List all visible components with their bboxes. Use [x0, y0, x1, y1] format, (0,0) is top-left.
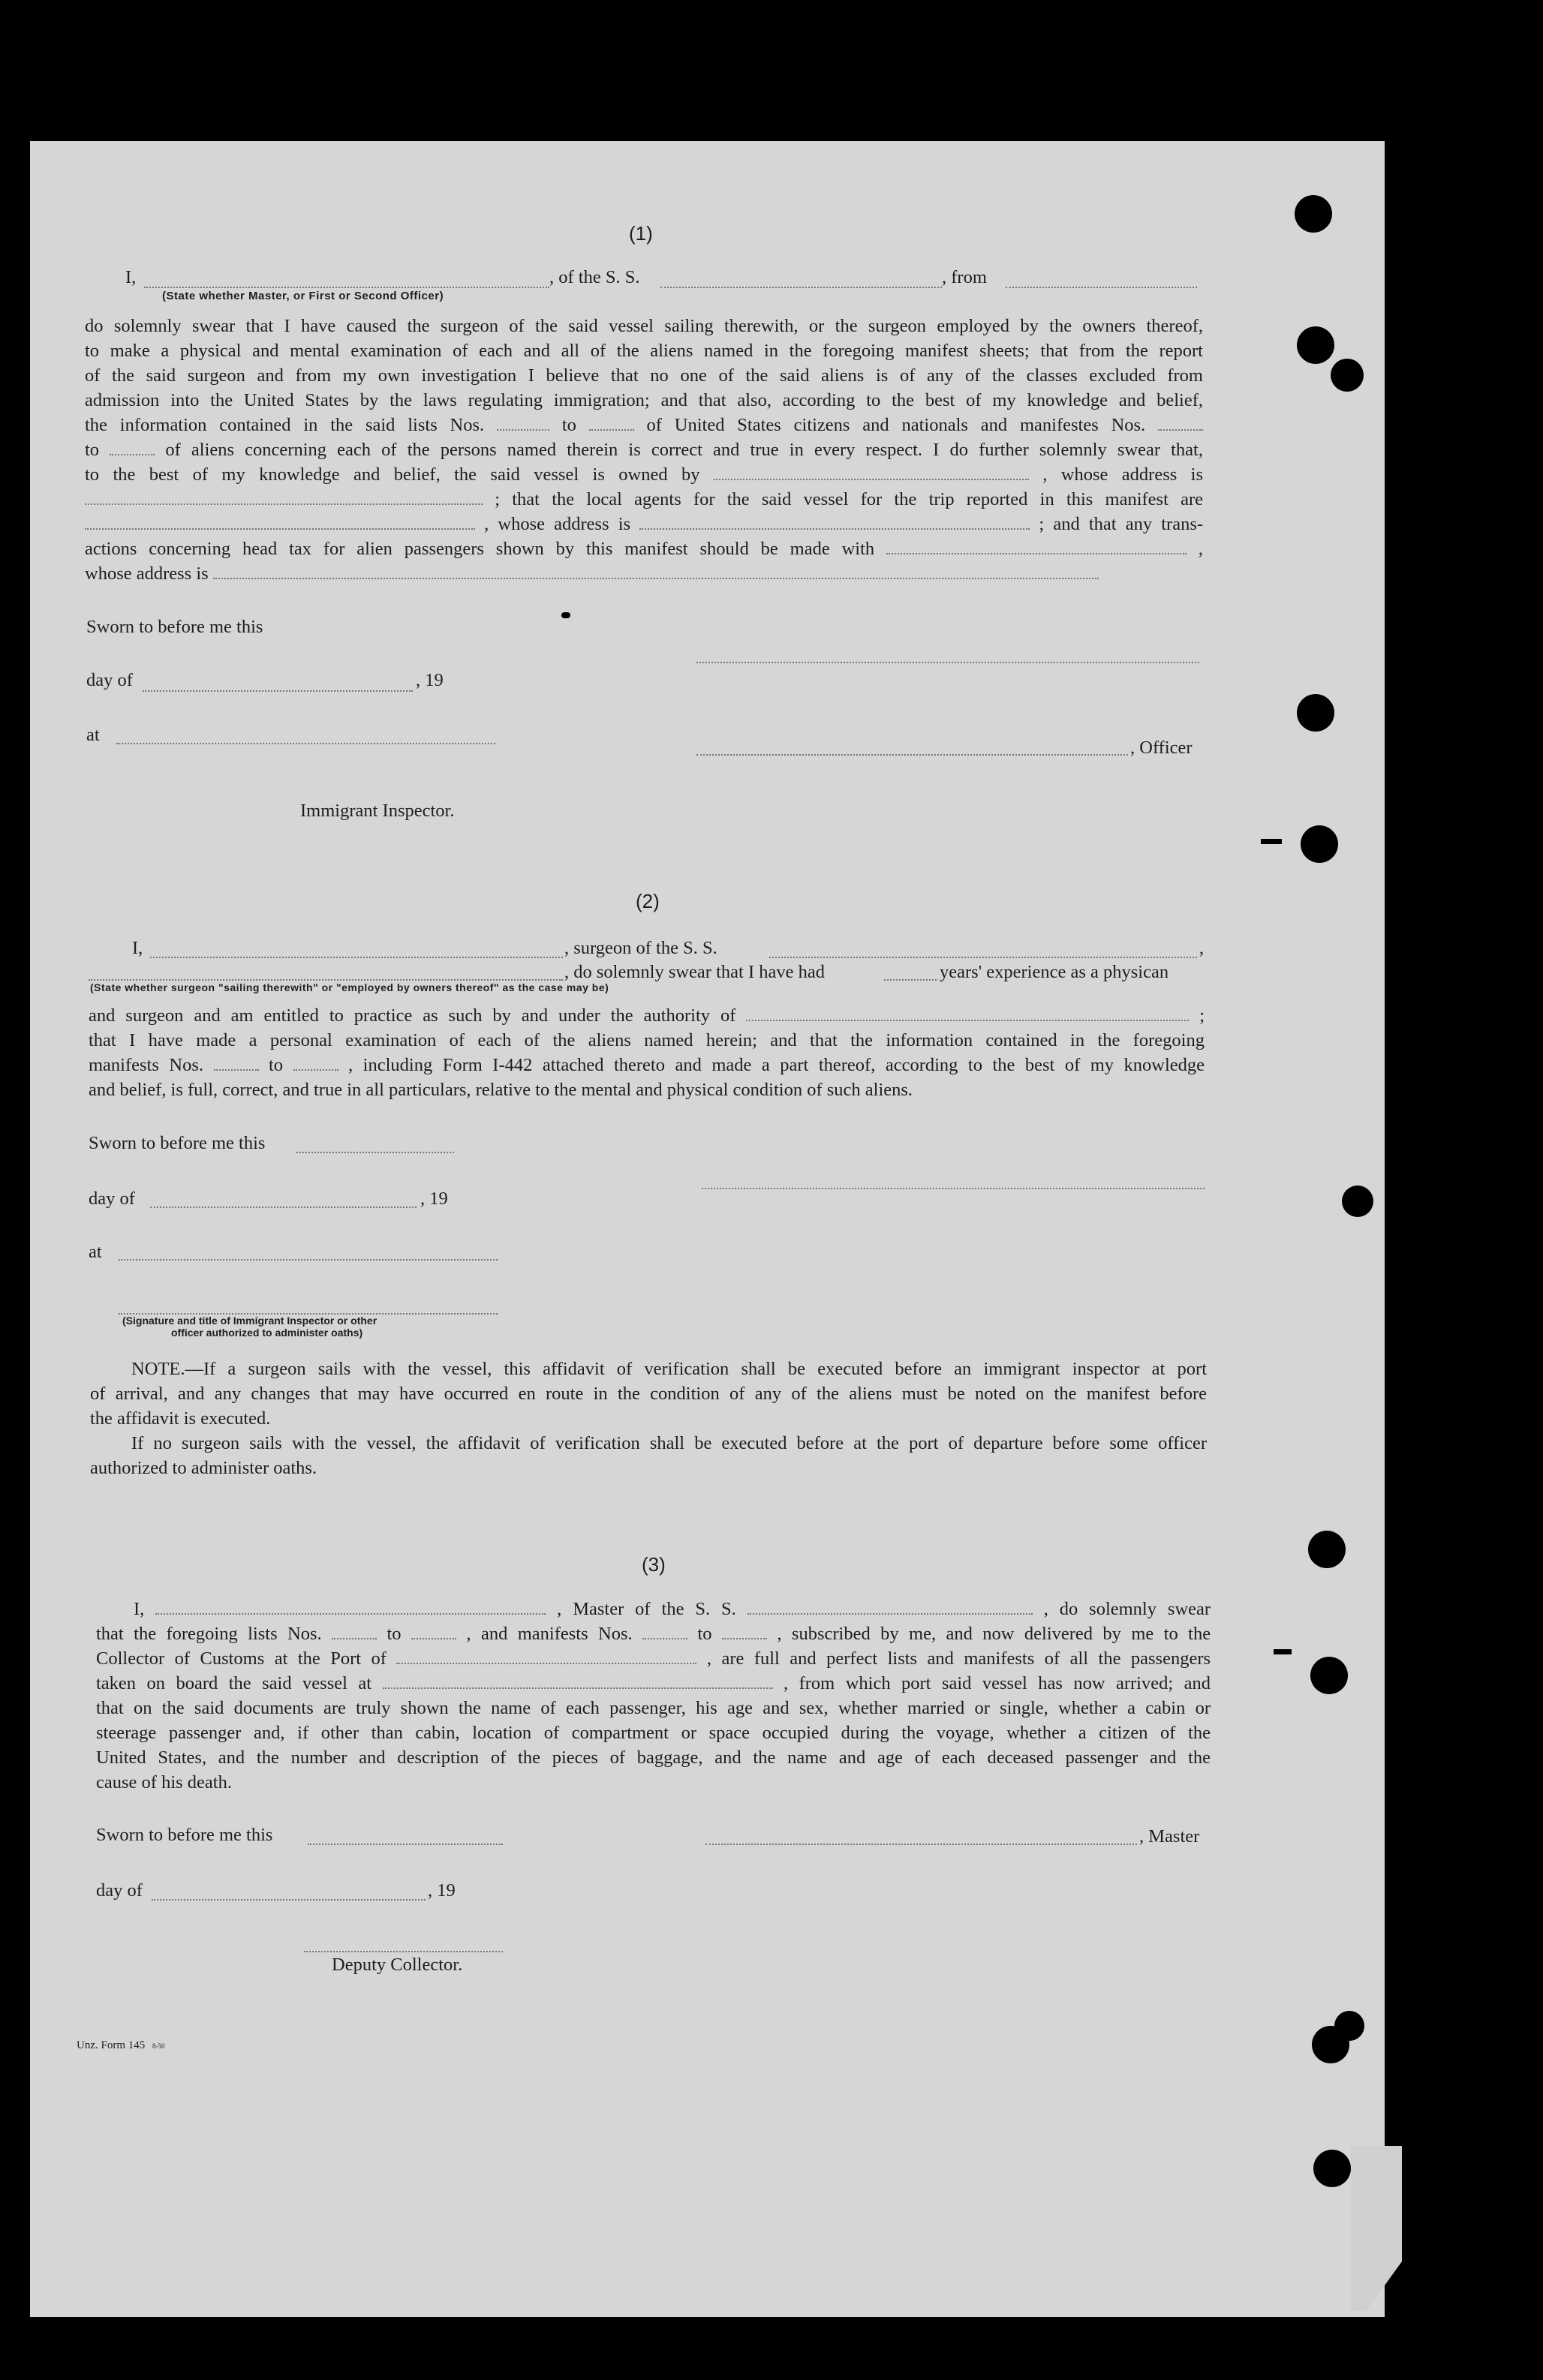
- surgeon-signature-field[interactable]: [702, 1188, 1205, 1189]
- year-label: , 19: [416, 670, 444, 690]
- year-label: , 19: [420, 1188, 448, 1209]
- body-line: that on the said documents are truly shown the name of each passenger, his age and sex, whether married or single, whether a cabin or: [96, 1698, 1211, 1718]
- day-field-3[interactable]: [152, 1899, 426, 1901]
- form-number: Unz. Form 145: [77, 2039, 146, 2051]
- aliens-statement: of aliens concerning each of the persons named therein is correct and true in every respect. I do further solemnly swear that,: [165, 440, 1203, 460]
- signature-caption: officer authorized to administer oaths): [171, 1327, 363, 1339]
- manifests-label: , and manifests Nos.: [466, 1624, 633, 1644]
- lists-to-field[interactable]: [589, 429, 634, 431]
- authority-field[interactable]: [746, 1020, 1189, 1021]
- manifests-from-field-3[interactable]: [642, 1638, 687, 1639]
- officer-signature-field[interactable]: [696, 662, 1199, 663]
- body-line: and belief, is full, correct, and true in all particulars, relative to the mental and physical condition of such aliens.: [89, 1080, 913, 1100]
- body-line: and surgeon and am entitled to practice as such by and under the authority of ;: [89, 1005, 1205, 1026]
- section-3-body: [96, 1597, 1211, 1795]
- lists-label: the information contained in the said lists Nos.: [85, 415, 485, 435]
- vessel-name-field-3[interactable]: [747, 1613, 1033, 1615]
- local-agents-label: ; that the local agents for the said vessel for the trip reported in this manifest are: [495, 489, 1203, 509]
- master-of-ss-label: , Master of the S. S.: [557, 1599, 736, 1619]
- note-line: NOTE.—If a surgeon sails with the vessel, this affidavit of verification shall be executed before an immigrant inspector at port: [131, 1359, 1207, 1379]
- sworn-label: Sworn to before me this: [86, 617, 263, 637]
- day-field[interactable]: [143, 690, 413, 692]
- master-label: , Master: [1139, 1826, 1200, 1847]
- body-line: United States, and the number and description of the pieces of baggage, and the name and age of each deceased passenger and the: [96, 1747, 1211, 1768]
- manifests-from-field-2[interactable]: [214, 1069, 259, 1071]
- body-line: [85, 437, 1203, 462]
- to-label: to: [387, 1624, 402, 1644]
- section-3-number: (3): [642, 1553, 666, 1576]
- to-label: to: [561, 415, 576, 435]
- manifests-label: of United States citizens and nationals and manifestes Nos.: [646, 415, 1146, 435]
- edge-mark: [1274, 1649, 1292, 1654]
- body-line: [85, 413, 1203, 437]
- trans-label: ; and that any trans-: [1039, 514, 1203, 534]
- punch-hole: [1313, 2150, 1351, 2187]
- note: [90, 1357, 1207, 1480]
- body-line: cause of his death.: [96, 1772, 232, 1793]
- body-line: [96, 1646, 1211, 1671]
- delivered-label: , subscribed by me, and now delivered by me to the: [777, 1624, 1211, 1644]
- port-field[interactable]: [396, 1663, 696, 1664]
- note-line: the affidavit is executed.: [90, 1408, 271, 1429]
- body-line: [96, 1671, 1211, 1696]
- note-line: of arrival, and any changes that may have occurred en route in the condition of any of the aliens must be noted on the manifest before: [90, 1384, 1207, 1404]
- edge-mark: [1261, 839, 1282, 844]
- owned-by-label: to the best of my knowledge and belief, the said vessel is owned by: [85, 464, 700, 485]
- inspector-label: Immigrant Inspector.: [300, 801, 455, 821]
- day-field-2[interactable]: [150, 1207, 417, 1208]
- collector-label: Deputy Collector.: [332, 1955, 463, 1975]
- signature-caption: (Signature and title of Immigrant Inspector or other: [122, 1315, 377, 1327]
- arrived-label: , from which port said vessel has now arrived; and: [784, 1673, 1211, 1693]
- to-label: to: [697, 1624, 712, 1644]
- to-label: to: [269, 1055, 284, 1075]
- lists-from-field[interactable]: [497, 429, 549, 431]
- lists-from-field-3[interactable]: [332, 1638, 377, 1639]
- note-line: authorized to administer oaths.: [90, 1458, 317, 1478]
- embarkation-port-field[interactable]: [383, 1687, 773, 1689]
- body-line: [89, 1053, 1205, 1077]
- taken-on-board-label: taken on board the said vessel at: [96, 1673, 372, 1693]
- body-line: [96, 1597, 1211, 1621]
- body-line: steerage passenger and, if other than cabin, location of compartment or space occupied during the voyage, whether a citizen of the: [96, 1723, 1211, 1743]
- body-line: [85, 561, 1203, 586]
- of-ss-label: , of the S. S.: [549, 267, 640, 287]
- form-id: [77, 2039, 165, 2052]
- full-lists-label: , are full and perfect lists and manifests of all the passengers: [706, 1648, 1211, 1669]
- lists-label: that the foregoing lists Nos.: [96, 1624, 322, 1644]
- sworn-field-3[interactable]: [308, 1844, 503, 1845]
- punch-hole: [1342, 1185, 1373, 1217]
- punch-hole: [1297, 694, 1334, 732]
- punch-hole: [1310, 1657, 1348, 1694]
- local-agents-field[interactable]: [85, 528, 475, 530]
- to-label: to: [85, 440, 100, 460]
- whose-address-label: , whose address is: [484, 514, 631, 534]
- manifests-to-field-2[interactable]: [293, 1069, 338, 1071]
- punch-hole: [1312, 2026, 1349, 2063]
- oath-3-prefix: I,: [134, 1599, 145, 1619]
- master-signature-field[interactable]: [705, 1844, 1137, 1845]
- punch-hole: [1308, 1531, 1346, 1568]
- punch-hole: [1331, 359, 1364, 392]
- sworn-label: Sworn to before me this: [89, 1133, 266, 1153]
- place-field[interactable]: [116, 743, 495, 744]
- ink-mark: [561, 612, 570, 618]
- whose-address-label: , whose address is: [1042, 464, 1203, 485]
- owner-address-field[interactable]: [85, 503, 483, 505]
- body-line: admission into the United States by the laws regulating immigration; and that also, according to the best of my knowledge and belief,: [85, 390, 1203, 410]
- body-line: to make a physical and mental examination of each and all of the aliens named in the foregoing manifest sheets; that from the report: [85, 341, 1203, 361]
- manifests-label: manifests Nos.: [89, 1055, 203, 1075]
- punch-hole: [1295, 195, 1332, 233]
- body-line: actions concerning head tax for alien passengers shown by this manifest should be made with ,: [85, 539, 1203, 559]
- body-line: do solemnly swear that I have caused the surgeon of the said vessel sailing therewith, or the surgeon employed by the owners thereof,: [85, 316, 1203, 336]
- manifests-from-field[interactable]: [1158, 429, 1203, 431]
- section-2-number: (2): [636, 890, 660, 912]
- master-name-field[interactable]: [155, 1613, 546, 1615]
- departure-port-field[interactable]: [1006, 287, 1197, 288]
- head-tax-label: actions concerning head tax for alien passengers shown by this manifest should be made with: [85, 539, 875, 559]
- oath-1-prefix: I,: [125, 267, 137, 287]
- port-label: Collector of Customs at the Port of: [96, 1648, 387, 1669]
- body-line: of the said surgeon and from my own investigation I believe that no one of the said aliens is of any of the classes excluded from: [85, 365, 1203, 386]
- body-line: that I have made a personal examination of each of the aliens named herein; and that the information contained in the foregoing: [89, 1030, 1205, 1050]
- body-line: [96, 1621, 1211, 1646]
- years-experience-label: years' experience as a physican: [940, 962, 1169, 982]
- comma: ,: [1199, 938, 1205, 958]
- sheet-corner: [1351, 2146, 1402, 2311]
- head-tax-agent-field[interactable]: [886, 553, 1187, 554]
- section-2-body: [89, 1003, 1205, 1102]
- agents-address-field[interactable]: [639, 528, 1030, 530]
- head-tax-address-field[interactable]: [213, 578, 1099, 579]
- day-of-label: day of: [86, 670, 133, 690]
- surgeon-status-caption: (State whether surgeon "sailing therewith" or "employed by owners thereof" as the case may be): [90, 981, 609, 993]
- officer-rank-caption: (State whether Master, or First or Second Officer): [162, 290, 444, 302]
- years-field[interactable]: [884, 979, 937, 981]
- at-label: at: [89, 1242, 102, 1262]
- day-of-label: day of: [96, 1880, 143, 1901]
- swear-label: , do solemnly swear that I have had: [564, 962, 825, 982]
- punch-hole: [1297, 326, 1334, 364]
- sworn-label: Sworn to before me this: [96, 1825, 273, 1845]
- collector-signature-field[interactable]: [304, 1951, 503, 1952]
- punch-hole: [1301, 825, 1338, 863]
- vessel-name-field-2[interactable]: [769, 957, 1197, 958]
- day-of-label: day of: [89, 1188, 135, 1209]
- authority-label: and surgeon and am entitled to practice as such by and under the authority of: [89, 1005, 736, 1026]
- surgeon-name-field[interactable]: [150, 957, 563, 958]
- officer-label: , Officer: [1130, 738, 1193, 758]
- body-line: [85, 512, 1203, 536]
- surgeon-of-ss-label: , surgeon of the S. S.: [564, 938, 717, 958]
- manifests-to-field-3[interactable]: [722, 1638, 767, 1639]
- note-line: If no surgeon sails with the vessel, the affidavit of verification shall be executed before at the port of departure before some officer: [131, 1433, 1207, 1453]
- at-label: at: [86, 725, 100, 745]
- manifests-to-field[interactable]: [110, 454, 155, 455]
- section-1-body: [85, 314, 1203, 586]
- sworn-field[interactable]: [296, 1152, 454, 1153]
- section-1-number: (1): [629, 222, 653, 245]
- from-label: , from: [942, 267, 987, 287]
- owner-field[interactable]: [714, 479, 1029, 480]
- body-line: [85, 462, 1203, 487]
- year-label: , 19: [428, 1880, 456, 1901]
- oath-2-prefix: I,: [132, 938, 143, 958]
- lists-to-field-3[interactable]: [411, 1638, 456, 1639]
- whose-address-label: whose address is: [85, 563, 209, 584]
- vessel-name-field[interactable]: [660, 287, 942, 288]
- form-edition: 8-50: [152, 2042, 165, 2050]
- officer-name-field[interactable]: [144, 287, 549, 288]
- swear-label: , do solemnly swear: [1043, 1599, 1211, 1619]
- surgeon-status-field[interactable]: [89, 979, 563, 981]
- form-statement: , including Form I-442 attached thereto and made a part thereof, according to the best of my knowledge: [348, 1055, 1205, 1075]
- place-field-2[interactable]: [119, 1259, 498, 1261]
- body-line: [85, 487, 1203, 512]
- officer-title-field[interactable]: [696, 754, 1128, 756]
